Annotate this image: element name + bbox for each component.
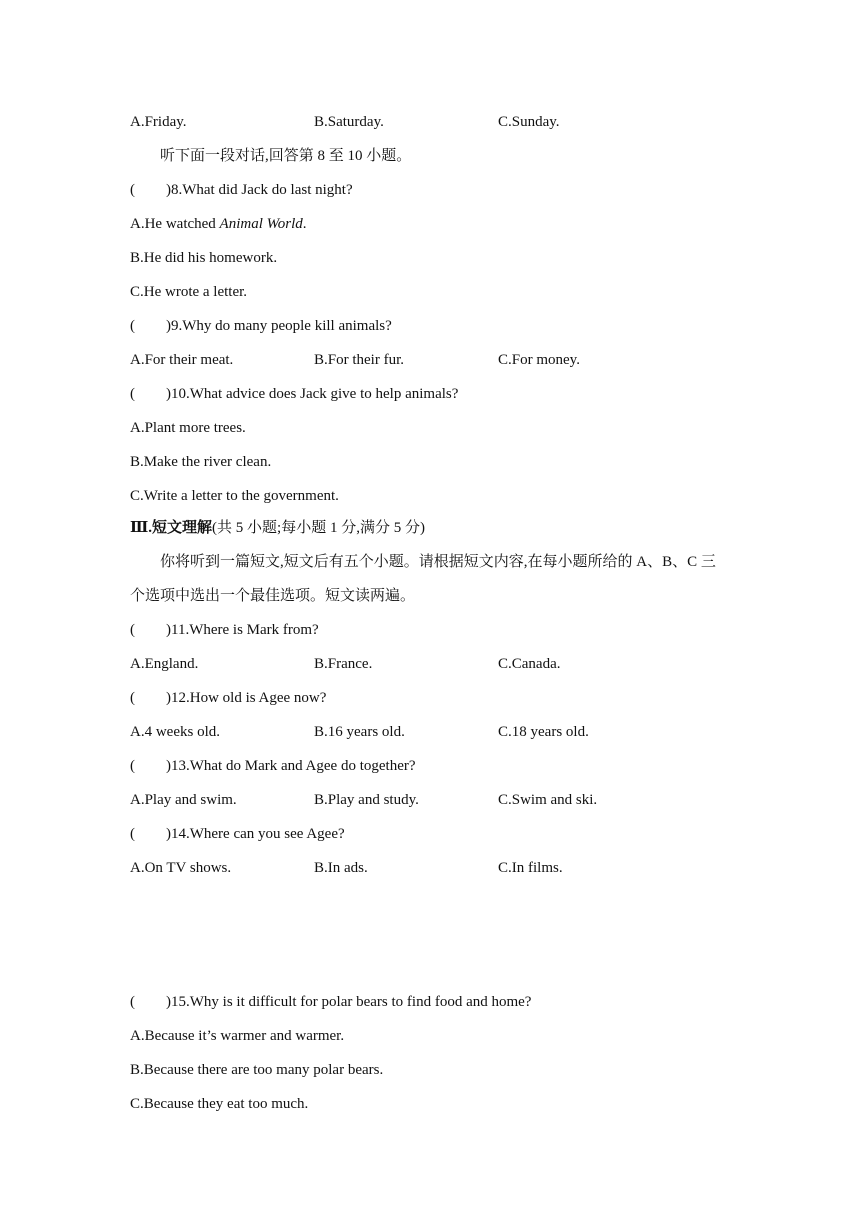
q13-option-c: C.Swim and ski. — [498, 792, 598, 808]
question-text: )13.What do Mark and Agee do together? — [166, 758, 416, 774]
q12-option-b: B.16 years old. — [314, 724, 405, 740]
answer-blank: ( — [130, 826, 135, 842]
q13-option-b: B.Play and study. — [314, 792, 419, 808]
q7-option-a: A.Friday. — [130, 114, 187, 130]
question-text: )9.Why do many people kill animals? — [166, 318, 392, 334]
question-11 — [130, 621, 319, 639]
q11-option-a: A.England. — [130, 656, 199, 672]
q11-option-c: C.Canada. — [498, 656, 561, 672]
question-15 — [130, 993, 531, 1011]
q12-option-c: C.18 years old. — [498, 724, 589, 740]
q11-option-b: B.France. — [314, 656, 373, 672]
answer-blank: ( — [130, 386, 135, 402]
q12-option-a: A.4 weeks old. — [130, 724, 220, 740]
q9-option-b: B.For their fur. — [314, 352, 404, 368]
q15-option-c: C.Because they eat too much. — [130, 1096, 309, 1112]
dialogue-instruction: 听下面一段对话,回答第 8 至 10 小题。 — [160, 148, 412, 164]
question-text: )14.Where can you see Agee? — [166, 826, 345, 842]
answer-blank: ( — [130, 690, 135, 706]
question-14 — [130, 825, 345, 843]
q8-option-a — [130, 215, 307, 233]
question-text: )11.Where is Mark from? — [166, 622, 319, 638]
q9-option-c: C.For money. — [498, 352, 580, 368]
question-text: )10.What advice does Jack give to help animals? — [166, 386, 459, 402]
q8-option-b: B.He did his homework. — [130, 250, 278, 266]
question-12 — [130, 689, 326, 707]
answer-blank: ( — [130, 182, 135, 198]
section-3-scoring: (共 5 小题;每小题 1 分,满分 5 分) — [212, 520, 425, 536]
question-text: )8.What did Jack do last night? — [166, 182, 353, 198]
answer-blank: ( — [130, 994, 135, 1010]
q9-option-a: A.For their meat. — [130, 352, 234, 368]
q10-option-b: B.Make the river clean. — [130, 454, 272, 470]
section-3-instruction-line-1: 你将听到一篇短文,短文后有五个小题。请根据短文内容,在每小题所给的 A、B、C 三 — [160, 554, 716, 570]
q14-option-b: B.In ads. — [314, 860, 368, 876]
answer-blank: ( — [130, 758, 135, 774]
section-3-instruction-line-2: 个选项中选出一个最佳选项。短文读两遍。 — [130, 588, 416, 604]
question-10 — [130, 385, 458, 403]
question-9 — [130, 317, 392, 335]
q7-option-b: B.Saturday. — [314, 114, 384, 130]
q8-option-a-prefix: A.He watched — [130, 216, 220, 232]
q7-option-c: C.Sunday. — [498, 114, 560, 130]
question-text: )12.How old is Agee now? — [166, 690, 327, 706]
q10-option-a: A.Plant more trees. — [130, 420, 246, 436]
q14-option-a: A.On TV shows. — [130, 860, 232, 876]
q14-option-c: C.In films. — [498, 860, 563, 876]
q8-option-c: C.He wrote a letter. — [130, 284, 248, 300]
q15-option-b: B.Because there are too many polar bears. — [130, 1062, 384, 1078]
answer-blank: ( — [130, 318, 135, 334]
section-3-title: Ⅲ.短文理解 — [130, 520, 213, 536]
q8-option-a-title: Animal World — [219, 216, 303, 232]
question-13 — [130, 757, 416, 775]
q13-option-a: A.Play and swim. — [130, 792, 237, 808]
answer-blank: ( — [130, 622, 135, 638]
q15-option-a: A.Because it’s warmer and warmer. — [130, 1028, 345, 1044]
q8-option-a-suffix: . — [302, 216, 307, 232]
question-text: )15.Why is it difficult for polar bears to find food and home? — [166, 994, 532, 1010]
q10-option-c: C.Write a letter to the government. — [130, 488, 339, 504]
question-8 — [130, 181, 353, 199]
section-3-heading — [130, 519, 425, 537]
